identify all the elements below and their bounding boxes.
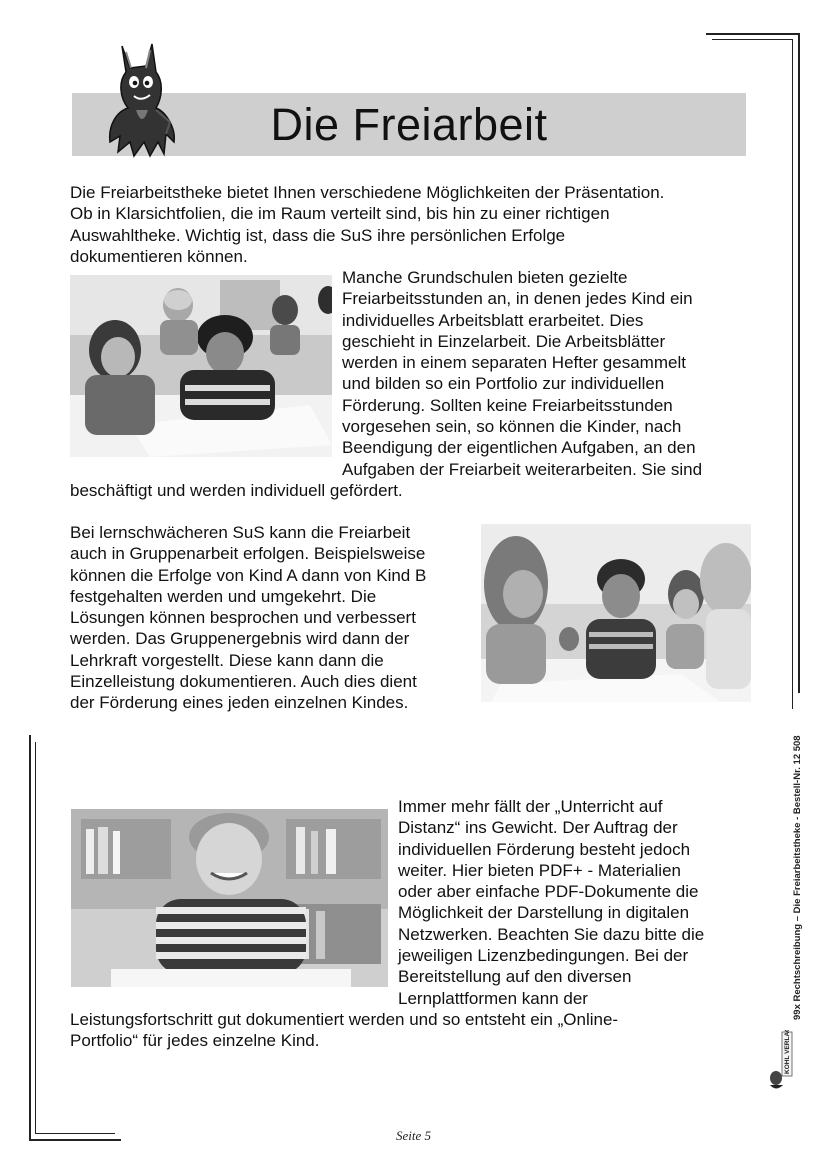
- third-paragraph: [70, 522, 426, 714]
- text-line: Bereitstellung auf den diversen: [398, 967, 632, 987]
- text-line: Lösungen können besprochen und verbessert: [70, 608, 416, 628]
- text-line: Netzwerken. Beachten Sie dazu bitte die: [398, 924, 705, 944]
- classroom-photo-individual-work: [70, 275, 332, 457]
- text-line: Leistungsfortschritt gut dokumentiert werden und so entsteht ein „Online-: [70, 1010, 619, 1029]
- text-line: geschieht in Einzelarbeit. Die Arbeitsblätter: [342, 331, 666, 351]
- text-line: Einzelleistung dokumentieren. Auch dies dient: [70, 672, 417, 692]
- text-line: Manche Grundschulen bieten gezielte: [342, 268, 628, 287]
- text-line: Portfolio“ für jedes einzelne Kind.: [70, 1031, 320, 1051]
- intro-paragraph: [70, 182, 664, 267]
- text-line: festgehalten werden und umgekehrt. Die: [70, 586, 377, 606]
- text-line: jeweiligen Lizenzbedingungen. Bei der: [398, 946, 689, 966]
- text-line: der Förderung eines jeden einzelnen Kindes.: [70, 693, 409, 713]
- text-line: individuellen Förderung besteht jedoch: [398, 839, 691, 859]
- classroom-photo-group-work: [481, 524, 751, 702]
- fourth-paragraph-tail: [70, 1009, 618, 1052]
- logo-text: KOHL VERLAG: [784, 1030, 791, 1074]
- page-title: Die Freiarbeit: [270, 99, 548, 150]
- text-line: werden. Das Gruppenergebnis wird dann der: [70, 629, 410, 649]
- text-line: dokumentieren können.: [70, 246, 248, 266]
- text-line: vorgesehen sein, so können die Kinder, nach: [342, 417, 682, 437]
- text-line: Distanz“ ins Gewicht. Der Auftrag der: [398, 818, 678, 838]
- text-line: beschäftigt und werden individuell gefördert.: [70, 481, 403, 500]
- text-line: Auswahltheke. Wichtig ist, dass die SuS ihre persönlichen Erfolge: [70, 225, 566, 245]
- text-line: Lernplattformen kann der: [398, 988, 588, 1008]
- second-paragraph-tail: [70, 480, 403, 501]
- text-line: Freiarbeitsstunden an, in denen jedes Kind ein: [342, 289, 693, 309]
- page-number: Seite 5: [395, 1128, 431, 1143]
- order-number-sidebar: 99x Rechtschreibung – Die Freiarbeitstheke - Bestell-Nr. 12 508: [792, 735, 803, 1020]
- publisher-logo-icon: [768, 1030, 796, 1092]
- text-line: weiter. Hier bieten PDF+ - Materialien: [398, 860, 681, 880]
- text-line: oder aber einfache PDF-Dokumente die: [398, 882, 699, 902]
- fourth-paragraph: [398, 796, 704, 1009]
- text-line: Immer mehr fällt der „Unterricht auf: [398, 797, 663, 816]
- text-line: Ob in Klarsichtfolien, die im Raum verteilt sind, bis hin zu einer richtigen: [70, 204, 610, 224]
- second-paragraph: [342, 267, 702, 480]
- text-line: Lehrkraft vorgestellt. Diese kann dann die: [70, 650, 384, 670]
- text-line: und bilden so ein Portfolio zur individuellen: [342, 374, 665, 394]
- text-line: Förderung. Sollten keine Freiarbeitsstunden: [342, 395, 673, 415]
- text-line: Aufgaben der Freiarbeit weiterarbeiten. Sie sind: [342, 459, 703, 479]
- bat-mascot-icon: [100, 38, 180, 158]
- text-line: werden in einem separaten Hefter gesammelt: [342, 353, 686, 373]
- text-line: Möglichkeit der Darstellung in digitalen: [398, 903, 690, 923]
- text-line: auch in Gruppenarbeit erfolgen. Beispielsweise: [70, 544, 426, 564]
- text-line: Die Freiarbeitstheke bietet Ihnen verschiedene Möglichkeiten der Präsentation.: [70, 183, 665, 202]
- text-line: können die Erfolge von Kind A dann von Kind B: [70, 565, 427, 585]
- photo-smiling-boy: [71, 809, 388, 987]
- text-line: Bei lernschwächeren SuS kann die Freiarbeit: [70, 523, 411, 542]
- text-line: individuelles Arbeitsblatt erarbeitet. Dies: [342, 310, 644, 330]
- text-line: Beendigung der eigentlichen Aufgaben, an den: [342, 438, 696, 458]
